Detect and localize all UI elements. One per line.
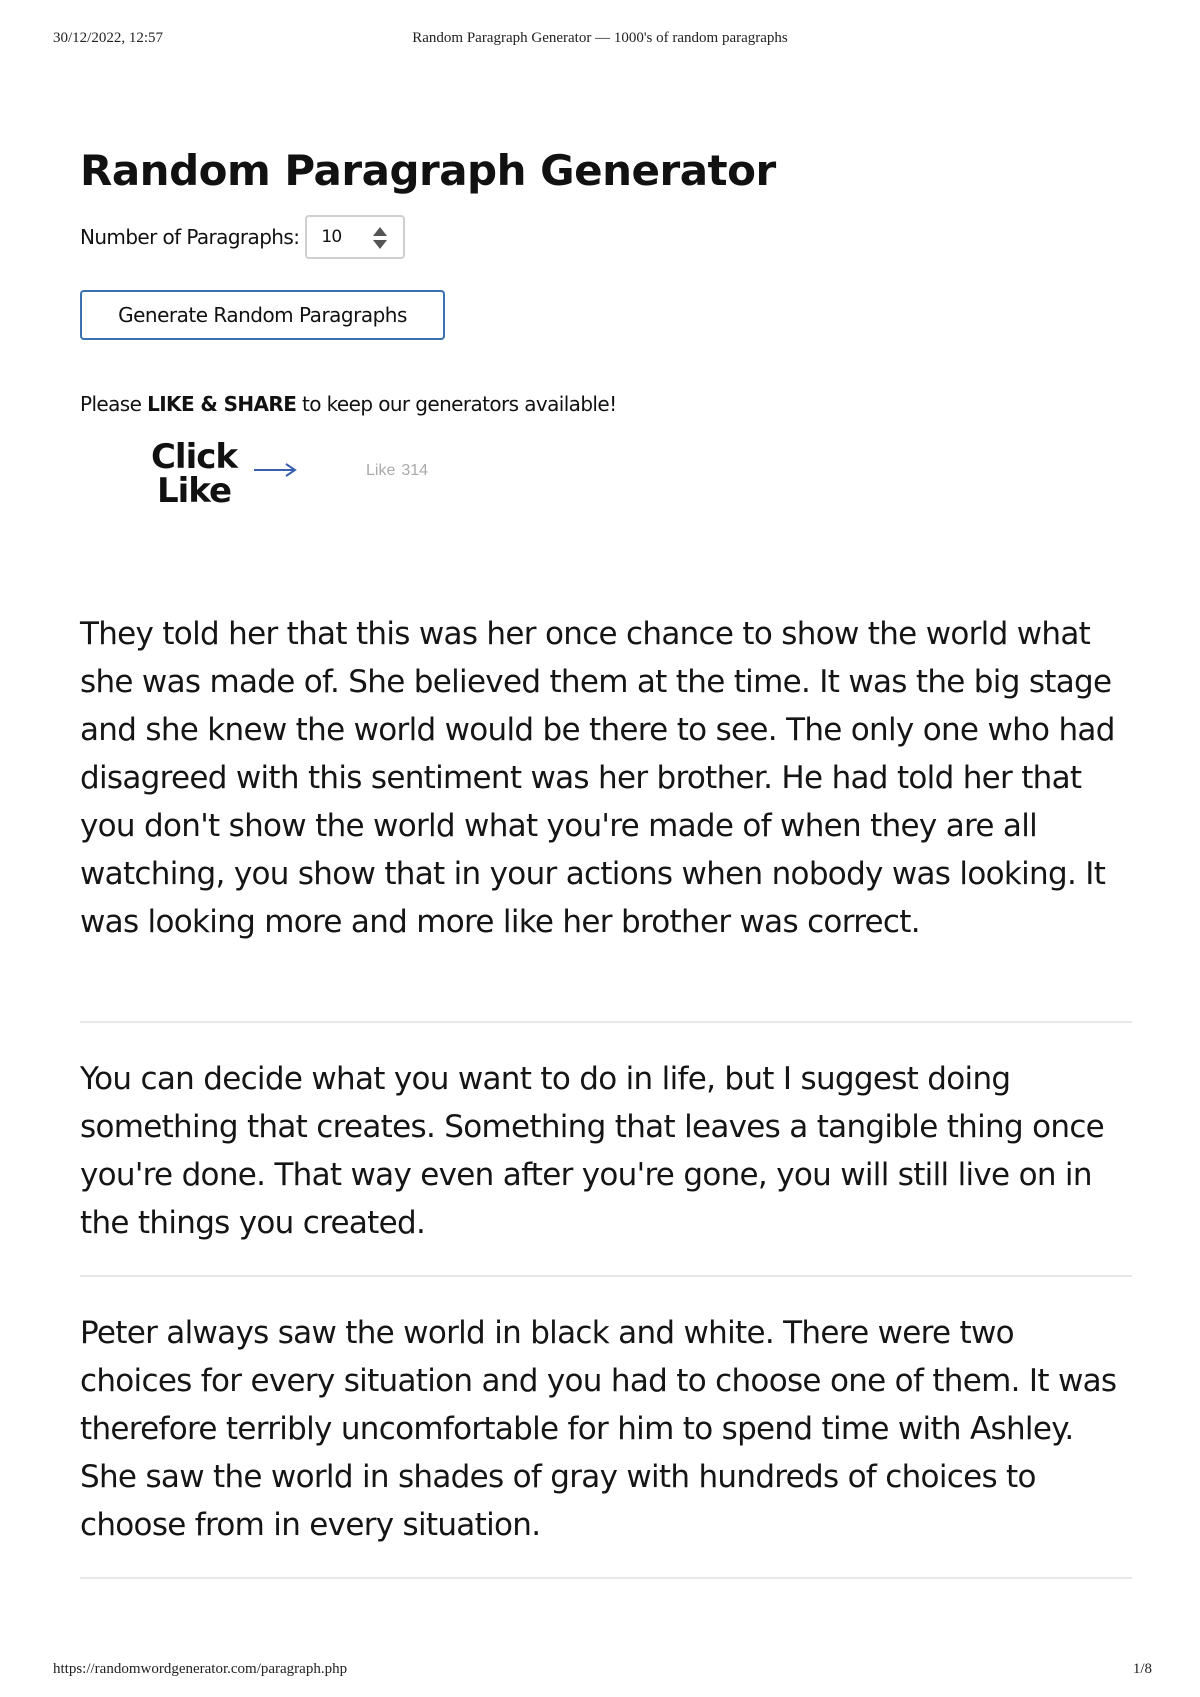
print-page-title: Random Paragraph Generator — 1000's of random paragraphs <box>412 30 788 46</box>
paragraph-count-value: 10 <box>321 227 342 247</box>
divider <box>80 1021 1132 1023</box>
paragraph-2: You can decide what you want to do in life, but I suggest doing something that creates. Something that leaves a tangible thing once you're done. That way even after you're gone, you will still live on in the things you created. <box>80 1061 1105 1241</box>
generate-button[interactable]: Generate Random Paragraphs <box>80 290 445 340</box>
share-suffix: to keep our generators available! <box>296 392 617 416</box>
divider <box>80 1275 1132 1277</box>
like-count: 314 <box>401 462 429 479</box>
print-url: https://randomwordgenerator.com/paragraph.php <box>53 1661 348 1677</box>
share-prefix: Please <box>80 392 148 416</box>
print-footer <box>0 1661 1200 1681</box>
click-like-line1: Click <box>150 437 238 477</box>
paragraph-1: They told her that this was her once chance to show the world what she was made of. She believed them at the time. It was the big stage and she knew the world would be there to see. The only one who had disagreed with this sentiment was her brother. He had told her that you don't show the world what you're made of when they are all watching, you show that in your actions when nobody was looking. It was looking more and more like her brother was correct. <box>80 616 1115 940</box>
paragraph-3: Peter always saw the world in black and white. There were two choices for every situation and you had to choose one of them. It was therefore terribly uncomfortable for him to spend time with Ashley. She saw the world in shades of gray with hundreds of choices to choose from in every situation. <box>80 1315 1117 1543</box>
paragraph-count-row <box>80 214 405 260</box>
print-datetime: 30/12/2022, 12:57 <box>53 30 164 46</box>
print-header <box>0 30 1200 50</box>
share-strong: LIKE & SHARE <box>147 392 297 416</box>
spinner-icon[interactable] <box>373 227 387 249</box>
paragraph-count-input[interactable] <box>305 215 405 259</box>
click-like-callout <box>144 437 244 511</box>
divider <box>80 1577 1132 1579</box>
share-message <box>80 392 617 416</box>
paragraph-count-label: Number of Paragraphs: <box>80 225 300 249</box>
click-like-line2: Like <box>156 471 232 511</box>
like-label: Like <box>366 462 396 479</box>
page-title: Random Paragraph Generator <box>80 146 776 195</box>
print-page-number: 1/8 <box>1132 1661 1152 1677</box>
like-button[interactable] <box>366 462 428 480</box>
arrow-right-icon <box>254 462 298 478</box>
spinner-down-icon[interactable] <box>373 240 387 249</box>
spinner-up-icon[interactable] <box>373 227 387 236</box>
